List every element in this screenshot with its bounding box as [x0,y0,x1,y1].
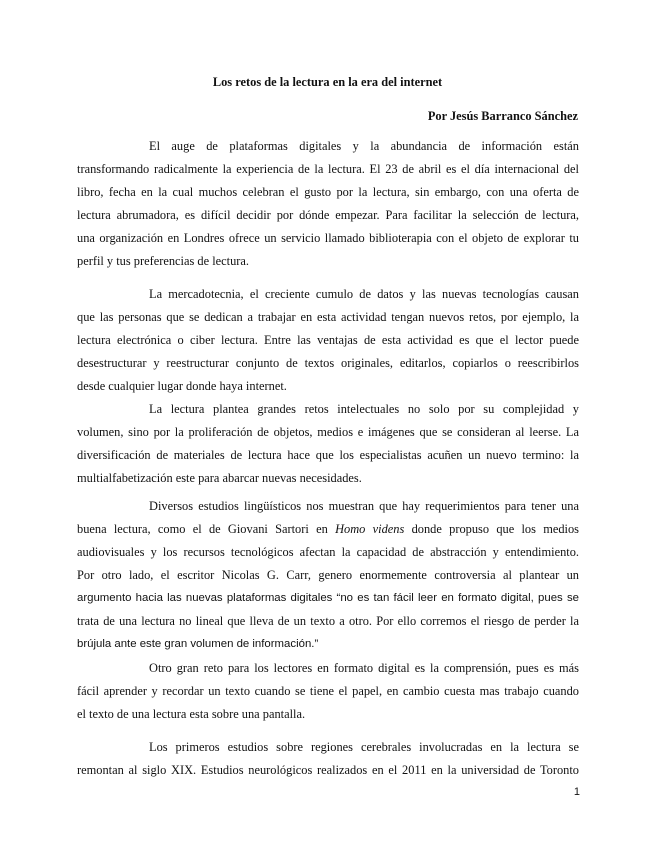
text-line: audiovisuales y los recursos tecnológicos afectan la capacidad de abstracción y entendimiento. [77,545,579,559]
text-span: buena lectura, como el de Giovani Sartori en [77,522,336,536]
text-line: diversificación de materiales de lectura hace que los especialistas acuñen un nuevo termino: la [77,448,579,462]
page-number: 1 [573,786,580,798]
text-line: El auge de plataformas digitales y la abundancia de información están [149,139,579,153]
text-line: trata de una lectura no lineal que lleva de un texto a otro. Por ello corremos el riesgo de perder la [77,614,579,628]
text-line: brújula ante este gran volumen de información.” [77,638,319,650]
text-line: transformando radicalmente la experiencia de la lectura. El 23 de abril es el día internacional del [77,162,579,176]
text-line: el texto de una lectura esta sobre una pantalla. [77,707,306,721]
text-line: que las personas que se dedican a trabajar en esta actividad tengan nuevos retos, por ejemplo, la [77,310,579,324]
text-line [77,521,579,537]
text-line: volumen, sino por la proliferación de objetos, medios e imágenes que se consideran al leerse. La [77,425,579,439]
text-line: desde cualquier lugar donde haya internet. [77,379,287,393]
text-line: fácil aprender y recordar un texto cuando se tiene el papel, en cambio cuesta mas trabajo cuando [77,684,579,698]
text-line: Diversos estudios lingüísticos nos muestran que hay requerimientos para tener una [149,499,579,513]
text-line: lectura abrumadora, es difícil decidir por dónde empezar. Para facilitar la selección de lectura, [77,208,579,222]
text-line: Los primeros estudios sobre regiones cerebrales involucradas en la lectura se [149,740,579,754]
text-line: multialfabetización este para abarcar nuevas necesidades. [77,471,362,485]
text-line: perfil y tus preferencias de lectura. [77,254,250,268]
document-author: Por Jesús Barranco Sánchez [427,109,578,123]
text-line: Otro gran reto para los lectores en formato digital es la comprensión, pues es más [149,661,579,675]
text-line: La mercadotecnia, el creciente cumulo de datos y las nuevas tecnologías causan [149,287,579,301]
text-span: donde propuso que los medios [404,522,580,536]
text-line: una organización en Londres ofrece un servicio llamado biblioterapia con el objeto de explorar tu [77,231,579,245]
text-line: lectura electrónica o ciber lectura. Entre las ventajas de esta actividad es que el lector puede [77,333,579,347]
text-line: remontan al siglo XIX. Estudios neurológicos realizados en el 2011 en la universidad de Toronto [77,763,579,777]
text-line: Por otro lado, el escritor Nicolas G. Carr, genero enormemente controversia al plantear un [77,568,579,582]
text-line: desestructurar y reestructurar conjunto de textos originales, editarlos, copiarlos o reescribirlos [77,356,579,370]
document-title: Los retos de la lectura en la era del internet [212,75,443,89]
text-line: La lectura plantea grandes retos intelectuales no solo por su complejidad y [149,402,579,416]
text-line: argumento hacia las nuevas plataformas digitales “no es tan fácil leer en formato digital, pues se [77,592,579,604]
book-title: Homo videns [335,522,405,536]
text-line: libro, fecha en la cual muchos celebran el gusto por la lectura, sin embargo, con una oferta de [77,185,579,199]
